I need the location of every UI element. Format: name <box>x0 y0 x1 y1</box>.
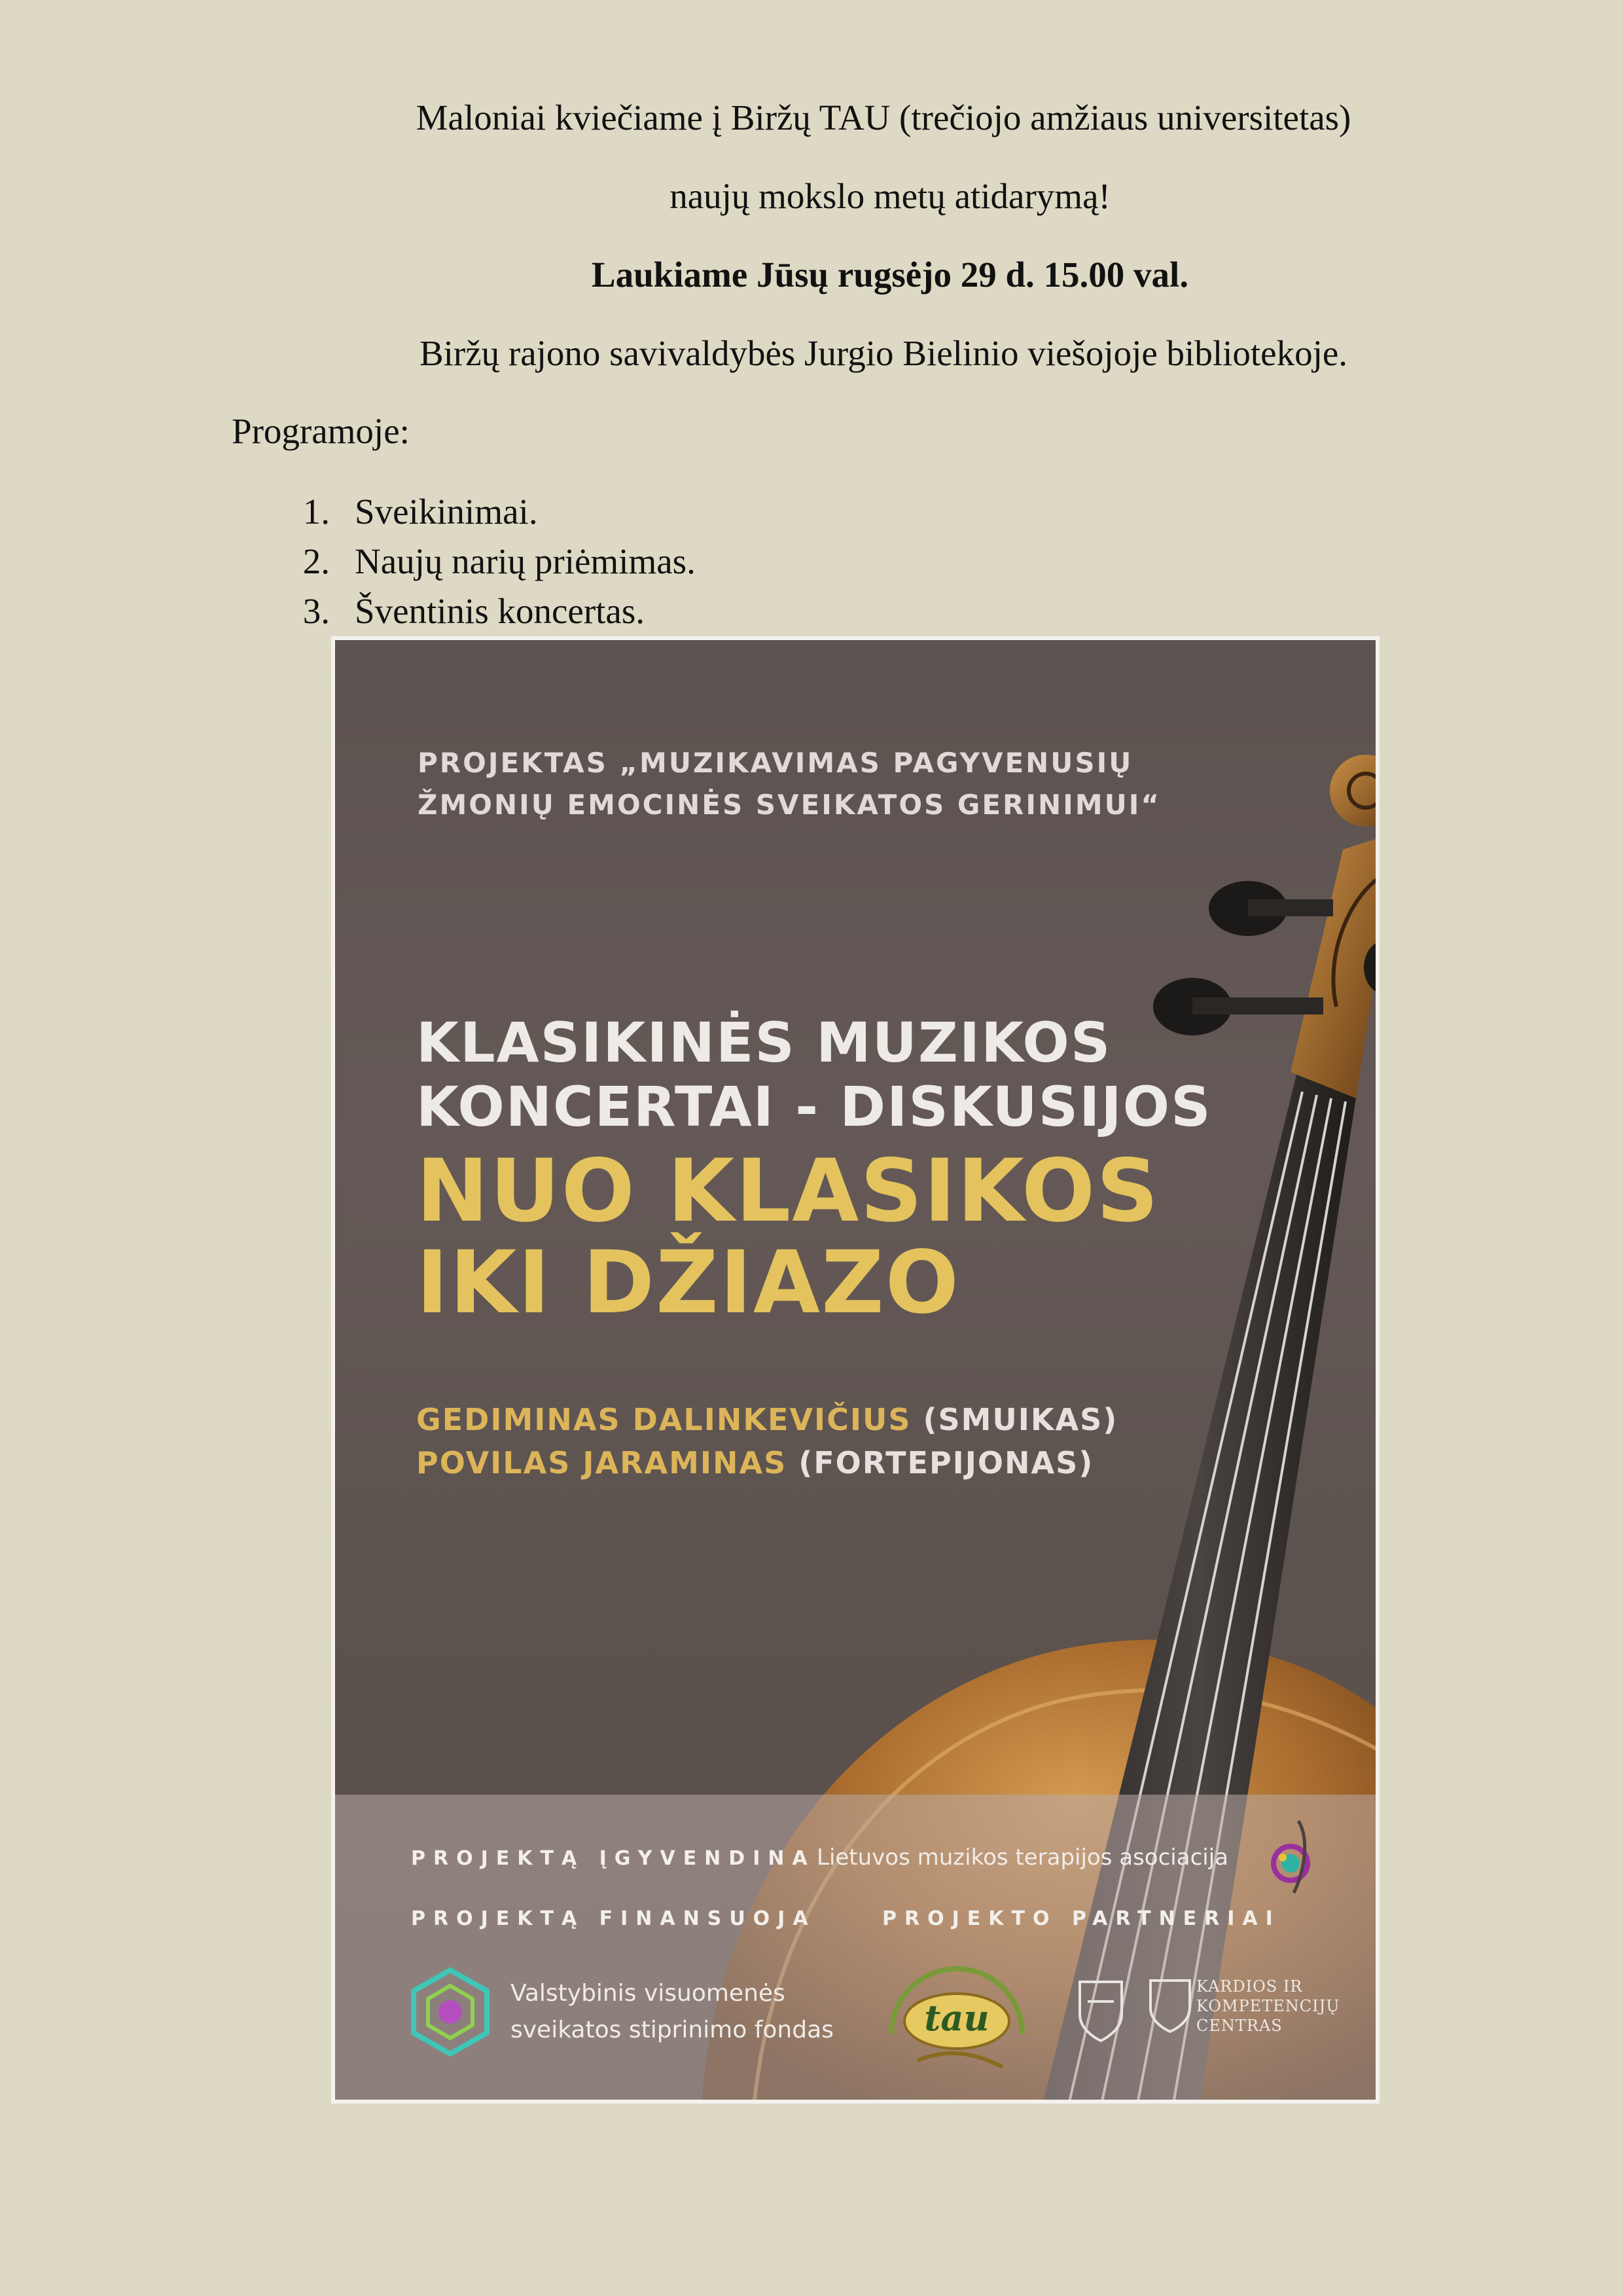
performer-name: GEDIMINAS DALINKEVIČIUS <box>416 1402 912 1437</box>
health-fund-line-2: sveikatos stiprinimo fondas <box>510 2017 834 2043</box>
coat-of-arms-icon <box>1068 1969 1133 2047</box>
poster-headline-line-2: IKI DŽIAZO <box>416 1232 960 1333</box>
partner-logo-line-1: KARDIOS IR <box>1196 1977 1303 1996</box>
performer-role: (FORTEPIJONAS) <box>798 1445 1094 1480</box>
invitation-date-line: Laukiame Jūsų rugsėjo 29 d. 15.00 val. <box>591 255 1189 295</box>
invitation-line-1: Maloniai kviečiame į Biržų TAU (trečiojo amžiaus universitetas) <box>416 98 1351 137</box>
performer-role: (SMUIKAS) <box>923 1402 1118 1437</box>
list-item <box>268 586 696 636</box>
poster-headline <box>416 1141 1160 1333</box>
performers <box>416 1398 1118 1484</box>
invitation-line-2: naujų mokslo metų atidarymą! <box>669 176 1111 216</box>
health-fund-line-1: Valstybinis visuomenės <box>510 1980 785 2007</box>
list-item-number: 2. <box>302 541 330 581</box>
list-item-text: Naujų narių priėmimas. <box>355 541 696 581</box>
implementer-name: Lietuvos muzikos terapijos asociacija <box>817 1844 1228 1871</box>
list-item <box>268 537 696 586</box>
partner-logo-text <box>1196 1977 1340 2036</box>
performer-row <box>416 1441 1118 1484</box>
partners-label: PROJEKTO PARTNERIAI <box>882 1907 1281 1930</box>
partner-logo-line-2: KOMPETENCIJŲ <box>1196 1997 1340 2015</box>
tau-logo-text: tau <box>924 1997 990 2039</box>
partner-shield-icon <box>1144 1971 1196 2037</box>
partner-logo-line-3: CENTRAS <box>1196 2017 1283 2035</box>
invitation-venue-line: Biržų rajono savivaldybės Jurgio Bielinio viešojoje bibliotekoje. <box>419 333 1348 373</box>
project-name-line-2: ŽMONIŲ EMOCINĖS SVEIKATOS GERINIMUI“ <box>418 789 1161 821</box>
list-item <box>268 487 696 537</box>
music-therapy-logo-icon <box>1264 1814 1323 1899</box>
tau-logo-icon <box>878 1956 1035 2087</box>
poster-title-line-2: KONCERTAI - DISKUSIJOS <box>416 1075 1212 1139</box>
project-name <box>418 742 1161 826</box>
poster-title <box>416 1011 1212 1139</box>
health-fund-name <box>510 1975 834 2049</box>
list-item-number: 1. <box>302 492 330 531</box>
funds-label: PROJEKTĄ FINANSUOJA <box>411 1907 816 1930</box>
list-item-text: Sveikinimai. <box>355 492 538 531</box>
program-label: Programoje: <box>232 411 410 451</box>
performer-row <box>416 1398 1118 1441</box>
list-item-number: 3. <box>302 591 330 631</box>
list-item-text: Šventinis koncertas. <box>355 591 645 631</box>
poster-headline-line-1: NUO KLASIKOS <box>416 1141 1160 1242</box>
poster-footer <box>335 1795 1380 2104</box>
health-fund-logo-icon <box>404 1966 496 2058</box>
concert-poster <box>331 636 1380 2104</box>
program-list <box>268 487 696 636</box>
implements-label: PROJEKTĄ ĮGYVENDINA <box>411 1847 815 1870</box>
performer-name: POVILAS JARAMINAS <box>416 1445 787 1480</box>
poster-title-line-1: KLASIKINĖS MUZIKOS <box>416 1011 1112 1075</box>
project-name-line-1: PROJEKTAS „MUZIKAVIMAS PAGYVENUSIŲ <box>418 747 1133 779</box>
